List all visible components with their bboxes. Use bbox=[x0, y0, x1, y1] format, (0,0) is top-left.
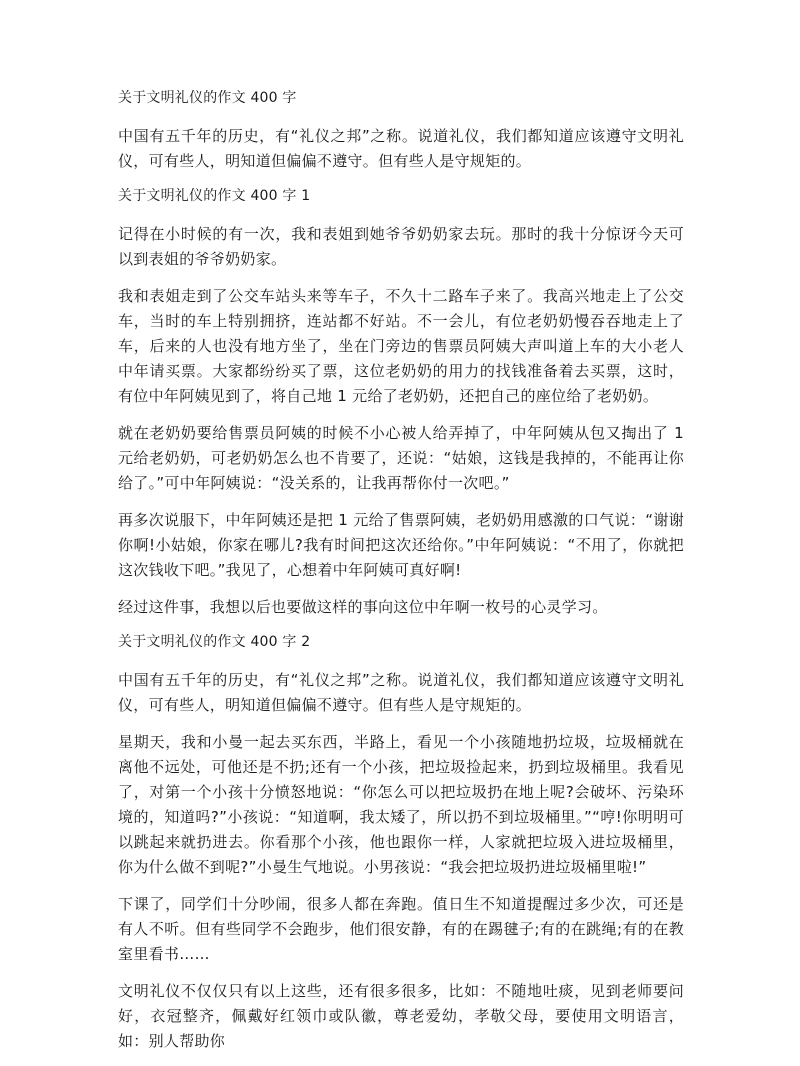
essay-2-paragraph: 下课了，同学们十分吵闹，很多人都在奔跑。值日生不知道提醒过多少次，可还是有人不听。但有些同学不会跑步，他们很安静，有的在踢毽子;有的在跳绳;有的在教室里看书…… bbox=[118, 895, 684, 963]
intro-paragraph: 中国有五千年的历史，有“礼仪之邦”之称。说道礼仪，我们都知道应该遵守文明礼仪，可有些人，明知道但偏偏不遵守。但有些人是守规矩的。 bbox=[118, 127, 684, 170]
essay-1-paragraph: 就在老奶奶要给售票员阿姨的时候不小心被人给弄掉了，中年阿姨从包又掏出了 1 元给老奶奶，可老奶奶怎么也不肯要了，还说：“姑娘，这钱是我掉的，不能再让你给了。”可中年阿姨说：“没关系的，让我再帮你付一次吧。” bbox=[118, 424, 684, 492]
essay-2-paragraph: 星期天，我和小曼一起去买东西，半路上，看见一个小孩随地扔垃圾，垃圾桶就在离他不远处，可他还是不扔;还有一个小孩，把垃圾捡起来，扔到垃圾桶里。我看见了，对第一个小孩十分愤怒地说：“你怎么可以把垃圾扔在地上呢?会破坏、污染环境的，知道吗?”小孩说：“知道啊，我太矮了，所以扔不到垃圾桶里。”“哼!你明明可以跳起来就扔进去。你看那个小孩，他也跟你一样，人家就把垃圾入进垃圾桶里，你为什么做不到呢?”小曼生气地说。小男孩说：“我会把垃圾扔进垃圾桶里啦!” bbox=[118, 733, 684, 876]
essay-1-paragraph: 我和表姐走到了公交车站头来等车子，不久十二路车子来了。我高兴地走上了公交车，当时的车上特别拥挤，连站都不好站。不一会儿，有位老奶奶慢吞吞地走上了车，后来的人也没有地方坐了，坐在门旁边的售票员阿姨大声叫道上车的大小老人中年请买票。大家都纷纷买了票，这位老奶奶的用力的找钱准备着去买票，这时，有位中年阿姨见到了，将自己地 1 元给了老奶奶，还把自己的座位给了老奶奶。 bbox=[118, 287, 684, 405]
document-page bbox=[118, 88, 684, 1066]
document-title: 关于文明礼仪的作文 400 字 bbox=[118, 90, 297, 106]
essay-1-paragraph: 记得在小时候的有一次，我和表姐到她爷爷奶奶家去玩。那时的我十分惊讶今天可以到表姐的爷爷奶奶家。 bbox=[118, 225, 684, 268]
essay-1-paragraph: 经过这件事，我想以后也要做这样的事向这位中年啊一枚号的心灵学习。 bbox=[118, 598, 608, 616]
essay-1-paragraph: 再多次说服下，中年阿姨还是把 1 元给了售票阿姨，老奶奶用感激的口气说：“谢谢你啊!小姑娘，你家在哪儿?我有时间把这次还给你。”中年阿姨说：“不用了，你就把这次钱收下吧。”我见了，心想着中年阿姨可真好啊! bbox=[118, 511, 684, 579]
essay-2-heading: 关于文明礼仪的作文 400 字 2 bbox=[118, 634, 311, 650]
essay-2-paragraph: 中国有五千年的历史，有“礼仪之邦”之称。说道礼仪，我们都知道应该遵守文明礼仪，可有些人，明知道但偏偏不遵守。但有些人是守规矩的。 bbox=[118, 671, 684, 714]
essay-2-paragraph: 文明礼仪不仅仅只有以上这些，还有很多很多，比如：不随地吐痰，见到老师要问好，衣冠整齐，佩戴好红领巾或队徽，尊老爱幼，孝敬父母，要使用文明语言，如：别人帮助你 bbox=[118, 982, 684, 1050]
essay-1-heading: 关于文明礼仪的作文 400 字 1 bbox=[118, 188, 311, 204]
